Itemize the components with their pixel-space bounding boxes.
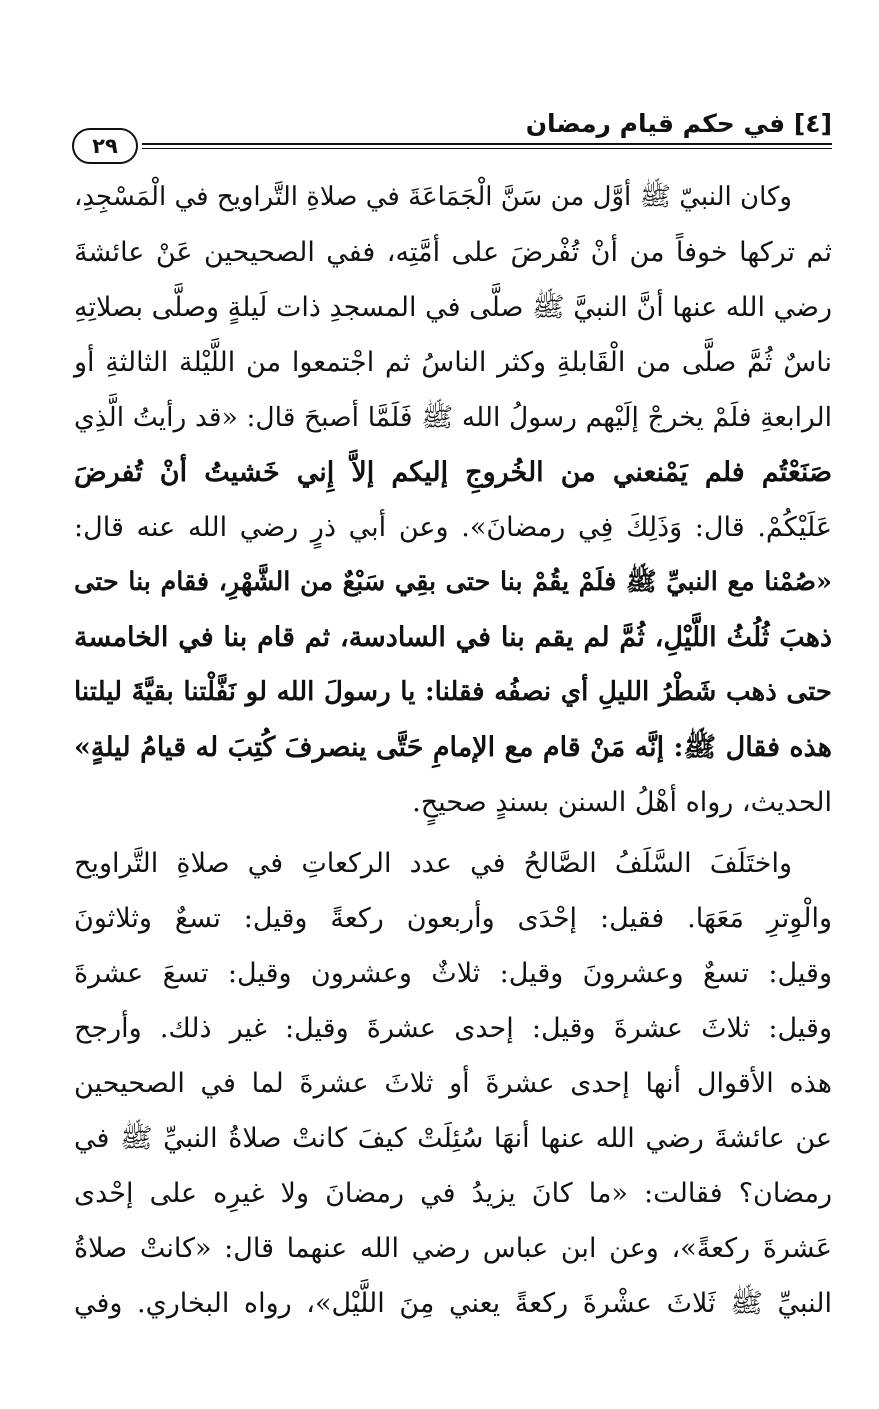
text-line: النبيِّ ﷺ ثَلاثَ عشْرةَ ركعةً يعني مِنَ اللَّيْل»، رواه البخاري. وفي [74, 1288, 832, 1319]
text-line: ثم تركها خوفاً من أنْ تُفْرضَ على أمَّتِه، ففي الصحيحين عَنْ عائشةَ [74, 237, 832, 268]
text-line: حتى ذهب شَطْرُ الليلِ أي نصفُه فقلنا: يا رسولَ الله لو نَفَّلْتنا بقيَّةَ ليلتنا [74, 677, 832, 707]
text-line: هذه الأقوال أنها إحدى عشرةَ أو ثلاثَ عشرةَ لما في الصحيحين [74, 1068, 832, 1099]
text-line: وكان النبيّ ﷺ أوَّل من سَنَّ الْجَمَاعَةَ في صلاةِ التَّراويح في الْمَسْجِدِ، [74, 182, 792, 212]
text-line: ذهبَ ثُلُثُ اللَّيْلِ، ثُمَّ لم يقم بنا في السادسة، ثم قام بنا في الخامسة [74, 622, 832, 653]
header-rule-thin [142, 148, 832, 149]
text-line: صَنَعْتُم فلم يَمْنعني من الخُروجِ إليكم إلاَّ إِني خَشيتُ أنْ تُفرضَ [74, 457, 832, 488]
header-rule [142, 143, 832, 145]
page-header [72, 104, 832, 156]
text-line: واختَلَفَ السَّلَفُ الصَّالحُ في عدد الركعاتِ في صلاةِ التَّراويح [74, 848, 792, 879]
page-number: ٢٩ [72, 128, 138, 164]
text-line: الحديث، رواه أهْلُ السنن بسندٍ صحيحٍ. [412, 787, 832, 818]
text-line: والْوِترِ مَعَهَا. فقيل: إحْدَى وأربعون ركعةً وقيل: تسعٌ وثلاثونَ [74, 903, 832, 934]
text-line: الرابعةِ فلَمْ يخرجْ إلَيْهم رسولُ الله ﷺ فَلَمَّا أصبحَ قال: «قد رأيتُ الَّذِي [74, 402, 832, 433]
text-line: عن عائشةَ رضي الله عنها أنهَا سُئِلَتْ كيفَ كانتْ صلاةُ النبيِّ ﷺ في [74, 1123, 832, 1154]
running-title: [٤] في حكم قيام رمضان [525, 109, 832, 138]
text-line: وقيل: ثلاثَ عشرةَ وقيل: إحدى عشرةَ وقيل: غير ذلك. وأرجح [74, 1013, 833, 1044]
text-line: رمضان؟ فقالت: «ما كانَ يزيدُ في رمضانَ ولا غيرِه على إحْدى [74, 1178, 832, 1209]
text-line: رضي الله عنها أنَّ النبيَّ ﷺ صلَّى في المسجدِ ذات لَيلةٍ وصلَّى بصلاتِهِ [74, 292, 832, 323]
text-line: عَلَيْكُمْ. قال: وَذَلِكَ فِي رمضانَ». وعن أبي ذرٍ رضي الله عنه قال: [74, 512, 832, 543]
body-text [74, 170, 832, 1331]
text-line: «صُمْنا مع النبيِّ ﷺ فلَمْ يقُمْ بنا حتى بقِي سَبْعٌ من الشَّهْرِ، فقام بنا حتى [74, 567, 832, 597]
text-line: عَشرةَ ركعةً»، وعن ابن عباس رضي الله عنهما قال: «كانتْ صلاةُ [74, 1233, 832, 1264]
text-line: ناسٌ ثُمَّ صلَّى من الْقَابلةِ وكثر الناسُ ثم اجْتمعوا من اللَّيْلة الثالثةِ أو [74, 347, 832, 378]
text-line: وقيل: تسعٌ وعشرونَ وقيل: ثلاثٌ وعشرون وقيل: تسعَ عشرةَ [74, 958, 832, 989]
text-line: هذه فقال ﷺ: إنَّه مَنْ قام مع الإمامِ حَتَّى ينصرفَ كُتِبَ له قيامُ ليلةٍ» [74, 732, 832, 763]
